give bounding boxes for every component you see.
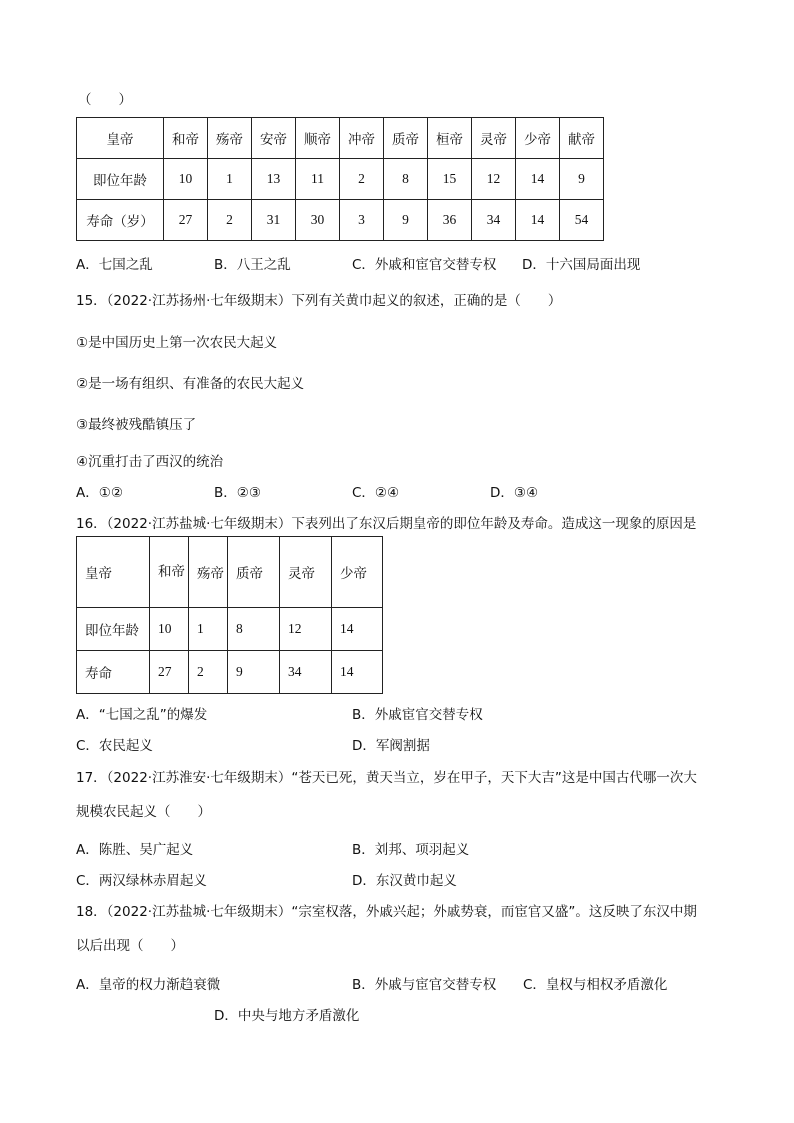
table-cell: 和帝: [164, 118, 208, 159]
q18-option-a[interactable]: A．皇帝的权力渐趋衰微: [76, 977, 221, 993]
q17-option-d[interactable]: D．东汉黄巾起义: [352, 873, 457, 889]
table-cell: 1: [208, 159, 252, 200]
q16-stem: 16．（2022·江苏盐城·七年级期末）下表列出了东汉后期皇帝的即位年龄及寿命。造成这一现象的原因是: [76, 516, 697, 532]
table-cell: 1: [189, 608, 228, 651]
table-cell: 14: [332, 608, 383, 651]
table-cell: 9: [560, 159, 604, 200]
q15-item-1: ①是中国历史上第一次农民大起义: [76, 335, 278, 351]
table-cell: 灵帝: [472, 118, 516, 159]
table-cell: 30: [296, 200, 340, 241]
q18-option-d[interactable]: D．中央与地方矛盾激化: [214, 1008, 360, 1024]
table-cell: 质帝: [228, 537, 280, 608]
q16-option-d[interactable]: D．军阀割据: [352, 738, 430, 754]
table-row: [77, 537, 383, 608]
table-cell: 和帝: [150, 537, 189, 608]
table-cell: 10: [164, 159, 208, 200]
q14-option-d[interactable]: D．十六国局面出现: [522, 257, 641, 273]
table-cell: 8: [384, 159, 428, 200]
table-cell: 34: [280, 651, 332, 694]
q15-item-2: ②是一场有组织、有准备的农民大起义: [76, 376, 305, 392]
table-cell: 少帝: [332, 537, 383, 608]
table-row: [77, 608, 383, 651]
table-cell: 质帝: [384, 118, 428, 159]
table-cell: 27: [150, 651, 189, 694]
q14-option-c[interactable]: C．外戚和宦官交替专权: [352, 257, 497, 273]
table-row: [77, 118, 604, 159]
table-row: [77, 159, 604, 200]
q15-option-c[interactable]: C．②④: [352, 485, 400, 501]
table-cell: 2: [340, 159, 384, 200]
table-cell: 即位年龄: [77, 159, 164, 200]
table-cell: 31: [252, 200, 296, 241]
table-cell: 15: [428, 159, 472, 200]
table-cell: 寿命: [77, 651, 150, 694]
table-cell: 10: [150, 608, 189, 651]
table-cell: 即位年龄: [77, 608, 150, 651]
table-cell: 3: [340, 200, 384, 241]
q15-option-a[interactable]: A．①②: [76, 485, 123, 501]
q16-option-a[interactable]: A．“七国之乱”的爆发: [76, 707, 208, 723]
q16-emperor-table: [76, 536, 383, 694]
q15-option-b[interactable]: B．②③: [214, 485, 261, 501]
q17-option-c[interactable]: C．两汉绿林赤眉起义: [76, 873, 207, 889]
table-cell: 皇帝: [77, 537, 150, 608]
table-cell: 11: [296, 159, 340, 200]
table-cell: 54: [560, 200, 604, 241]
table-cell: 8: [228, 608, 280, 651]
table-cell: 2: [189, 651, 228, 694]
table-cell: 12: [280, 608, 332, 651]
table-cell: 殇帝: [208, 118, 252, 159]
q14-option-a[interactable]: A．七国之乱: [76, 257, 153, 273]
table-cell: 冲帝: [340, 118, 384, 159]
table-cell: 顺帝: [296, 118, 340, 159]
table-cell: 36: [428, 200, 472, 241]
table-cell: 桓帝: [428, 118, 472, 159]
table-cell: 安帝: [252, 118, 296, 159]
q16-option-b[interactable]: B．外戚宦官交替专权: [352, 707, 483, 723]
q15-item-4: ④沉重打击了西汉的统治: [76, 454, 224, 470]
q14-option-b[interactable]: B．八王之乱: [214, 257, 291, 273]
table-cell: 12: [472, 159, 516, 200]
q17-stem-line1: 17．（2022·江苏淮安·七年级期末）“苍天已死，黄天当立，岁在甲子，天下大吉”这是中国古代哪一次大: [76, 770, 697, 786]
table-cell: 13: [252, 159, 296, 200]
table-cell: 27: [164, 200, 208, 241]
table-cell: 34: [472, 200, 516, 241]
table-cell: 14: [516, 200, 560, 241]
table-cell: 献帝: [560, 118, 604, 159]
table-row: [77, 200, 604, 241]
table-cell: 14: [516, 159, 560, 200]
q15-stem: 15．（2022·江苏扬州·七年级期末）下列有关黄巾起义的叙述，正确的是（ ）: [76, 293, 562, 309]
table-row: [77, 651, 383, 694]
q14-answer-paren: （ ）: [78, 92, 132, 108]
q15-option-d[interactable]: D．③④: [490, 485, 539, 501]
table-cell: 殇帝: [189, 537, 228, 608]
table-cell: 2: [208, 200, 252, 241]
table-cell: 9: [228, 651, 280, 694]
q17-option-b[interactable]: B．刘邦、项羽起义: [352, 842, 470, 858]
table-cell: 少帝: [516, 118, 560, 159]
table-cell: 皇帝: [77, 118, 164, 159]
q18-option-c[interactable]: C．皇权与相权矛盾激化: [523, 977, 668, 993]
q17-option-a[interactable]: A．陈胜、吴广起义: [76, 842, 194, 858]
table-cell: 灵帝: [280, 537, 332, 608]
table-cell: 14: [332, 651, 383, 694]
table-cell: 寿命（岁）: [77, 200, 164, 241]
q16-option-c[interactable]: C．农民起义: [76, 738, 153, 754]
q15-item-3: ③最终被残酷镇压了: [76, 417, 197, 433]
q18-option-b[interactable]: B．外戚与宦官交替专权: [352, 977, 497, 993]
q18-stem-line2: 以后出现（ ）: [76, 938, 184, 954]
q17-stem-line2: 规模农民起义（ ）: [76, 804, 211, 820]
q14-emperor-table: [76, 117, 604, 241]
table-cell: 9: [384, 200, 428, 241]
q18-stem-line1: 18．（2022·江苏盐城·七年级期末）“宗室权落，外戚兴起；外戚势衰，而宦官又盛”。这反映了东汉中期: [76, 904, 697, 920]
